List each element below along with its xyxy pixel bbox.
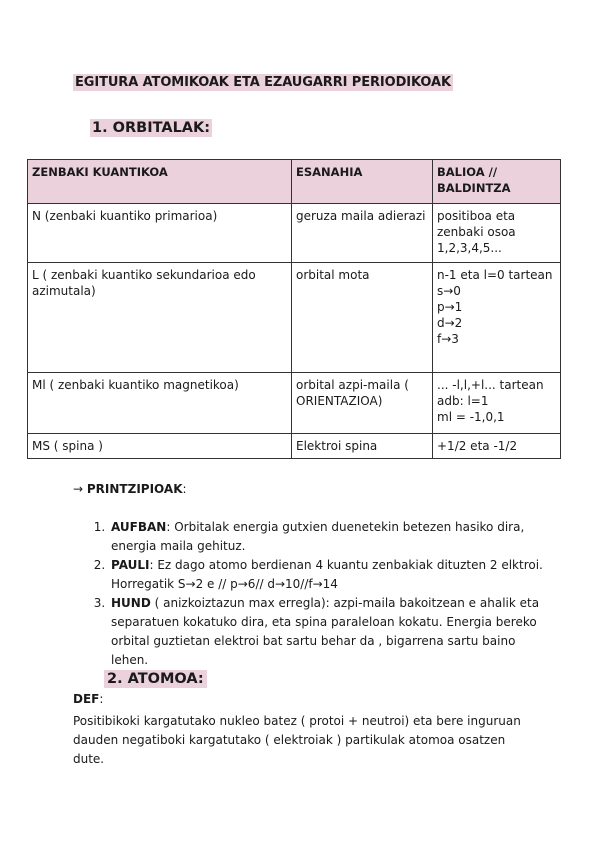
- table-cell: orbital azpi-maila ( ORIENTAZIOA): [292, 373, 433, 434]
- definition-text: Positibikoki kargatutako nukleo batez ( protoi + neutroi) eta bere inguruan dauden negatiboki kargatutako ( elektroiak ) partikulak atomoa osatzen dute.: [73, 714, 521, 766]
- principles-list: [73, 518, 549, 670]
- table-cell: [433, 373, 561, 434]
- section-heading-orbitalak: 1. ORBITALAK:: [92, 120, 211, 136]
- list-item: [109, 594, 549, 670]
- table-cell: [433, 434, 561, 459]
- section-heading-atomoa: 2. ATOMOA:: [104, 670, 207, 688]
- value-line: p→1: [437, 300, 463, 314]
- table-row: [28, 263, 561, 373]
- table-cell: orbital mota: [292, 263, 433, 373]
- table-cell: L ( zenbaki kuantiko sekundarioa edo azimutala): [28, 263, 292, 373]
- definition-label: [73, 692, 103, 706]
- table-header-cell: ZENBAKI KUANTIKOA: [28, 160, 292, 204]
- value-line: f→3: [437, 332, 459, 346]
- table-row: [28, 204, 561, 263]
- table-cell: [433, 204, 561, 263]
- principle-text: : Orbitalak energia gutxien duenetekin betezen hasiko dira, energia maila gehituz.: [111, 520, 525, 553]
- principle-term: AUFBAN: [111, 520, 167, 534]
- value-line: +1/2 eta -1/2: [437, 439, 518, 453]
- table-cell: Ml ( zenbaki kuantiko magnetikoa): [28, 373, 292, 434]
- table-cell: MS ( spina ): [28, 434, 292, 459]
- value-line: d→2: [437, 316, 463, 330]
- principle-term: HUND: [111, 596, 151, 610]
- principle-term: PAULI: [111, 558, 150, 572]
- principle-text: : Ez dago atomo berdienan 4 kuantu zenbakiak dituzten 2 elktroi. Horregatik S→2 e // p→6// d→10//f→14: [111, 558, 543, 591]
- table-cell: geruza maila adierazi: [292, 204, 433, 263]
- principles-heading-colon: :: [182, 482, 187, 496]
- list-item: [109, 556, 549, 594]
- value-line: ml = -1,0,1: [437, 410, 505, 424]
- document-title: EGITURA ATOMIKOAK ETA EZAUGARRI PERIODIKOAK: [75, 75, 451, 90]
- quantum-numbers-table: [27, 159, 561, 459]
- value-line: positiboa eta zenbaki osoa 1,2,3,4,5...: [437, 209, 516, 255]
- value-line: s→0: [437, 284, 461, 298]
- arrow-right-icon: →: [73, 482, 84, 496]
- principles-heading-label: PRINTZIPIOAK: [86, 482, 183, 496]
- table-header-cell: BALIOA // BALDINTZA: [433, 160, 561, 204]
- table-row: [28, 373, 561, 434]
- table-cell: Elektroi spina: [292, 434, 433, 459]
- principle-text: ( anizkoiztazun max erregla): azpi-maila bakoitzean e ahalik eta separatuen kokatuko dira, eta spina paraleloan kokatu. Energia bereko orbital guztietan elektroi bat sartu behar da , bigarrena sartu baino lehen.: [111, 596, 540, 667]
- list-item: [109, 518, 549, 556]
- table-header-cell: ESANAHIA: [292, 160, 433, 204]
- table-header-row: [28, 160, 561, 204]
- value-line: n-1 eta l=0 tartean: [437, 268, 553, 282]
- principles-heading: [73, 482, 187, 496]
- table-row: [28, 434, 561, 459]
- def-colon: :: [99, 692, 104, 706]
- value-line: adb: l=1: [437, 394, 489, 408]
- value-line: ... -l,l,+l... tartean: [437, 378, 544, 392]
- table-cell: N (zenbaki kuantiko primarioa): [28, 204, 292, 263]
- def-term: DEF: [73, 692, 100, 706]
- table-cell: [433, 263, 561, 373]
